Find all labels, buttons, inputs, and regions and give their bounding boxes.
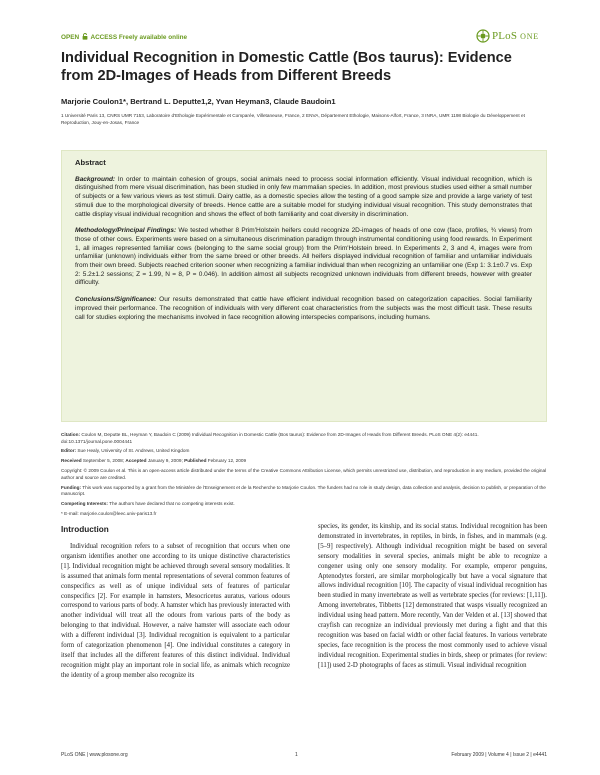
abstract-box [61, 150, 547, 422]
logo-one: ONE [520, 32, 539, 41]
conclusions-text: Our results demonstrated that cattle have efficient individual recognition based on categorization capacities. Social familiarity improved their performance. The recognition of individuals with very different coat characteristics from the subjects was the most difficult task. These results call for studies exploring the mechanisms involved in face recognition allowing interspecies comparisons, including humans. [75, 296, 532, 321]
article-metadata [61, 432, 547, 521]
intro-paragraph-2: species, its gender, its kinship, and its social status. Individual recognition has been demonstrated in invertebrates, in reptiles, in birds, in fishes, and in mammals (e.g. [5–9] respectively). Although individual recognition might be based on several sensory modalities in several species, animals might be able to recognize a congener using only one sensory modality. For example, emperor penguins, Aptenodytes forsteri, are similar morphologically but have a vocal signature that allows individual recognition [10]. The capacity of visual individual recognition has been studied in many invertebrate as well as vertebrate species (for reviews: [1,11]). Among invertebrates, Tibbetts [12] demonstrated that wasps visually recognized an individual using head pattern. More recently, Van der Velden et al. [13] showed that crayfish can recognize an individual previously met during a fight and that this recognition was based on facial width or other facial features. In various vertebrate species, face recognition is the process the most commonly used to achieve visual individual recognition. Experimental studies in birds, sheep or primates (for review: [11]) used 2-D photographs of faces as stimuli. Visual individual recognition [318, 523, 547, 669]
plos-logo-icon [476, 29, 490, 43]
open-lock-icon [82, 33, 88, 40]
open-label: OPEN [61, 34, 80, 41]
copyright: Copyright: © 2009 Coulon et al. This is an open-access article distributed under the terms of the Creative Commons Attribution License, which permits unrestricted use, distribution, and reproduction in any medium, provided the original author and source are credited. [61, 468, 547, 480]
logo-plos: PLoS [491, 30, 518, 42]
conclusions-label: Conclusions/Significance: [75, 296, 157, 304]
logo-text [492, 30, 539, 42]
plos-one-logo [476, 29, 539, 43]
email: * E-mail: marjorie.coulon@leec.univ-paris13.fr [61, 511, 157, 517]
funding: Funding: This work was supported by a grant from the Ministère de l'Enseignement et de la Recherche to Marjorie Coulon. The funders had no role in study design, data collection and analysis, decision to publish, or preparation of the manuscript. [61, 484, 546, 497]
page-number: 1 [295, 752, 298, 758]
background-label: Background: [75, 175, 116, 183]
editor: Editor: Sue Healy, University of St. Andrews, United Kingdom [61, 448, 190, 454]
body-column-right [318, 522, 547, 671]
freely-available: Freely available online [118, 34, 188, 41]
open-access-banner [61, 33, 187, 41]
methods-text: We tested whether 8 Prim'Holstein heifers could recognize 2D-images of heads of one cow (face, profiles, ¾ views) from those of other cows. Experiments were based on a simultaneous discrimination paradigm through instrumental conditioning using food rewards. In Experiment 1, all images represented familiar cows (belonging to the same social group) from the Prim'Holstein breed. In Experiments 2, 3 and 4, images were from unfamiliar (unknown) individuals either from the same breed or other breeds. All heifers displayed individual recognition of familiar and unfamiliar individuals from their own breed. Subjects reached criterion sooner when recognizing a familiar individual than when recognizing an unfamiliar one (Exp 1: 3.1±0.7 vs. Exp 2: 5.2±1.2 sessions; Z = 1.99, N = 8, P = 0.046). In addition almost all subjects recognized unknown individuals from different breeds, however with greater difficulty. [75, 227, 533, 287]
body-column-left [61, 542, 290, 681]
background-text: In order to maintain cohesion of groups, social animals need to process social information efficiently. Visual individual recognition, which is distinguished from mere visual discrimination, has been studied in only few mammalian species. In addition, most previous studies used either a small number of subjects or a few various views as test stimuli. Dairy cattle, as a domestic species allow the testing of a good sample size and provide a large variety of test stimuli due to the morphological diversity of breeds. Hence cattle are a suitable model for studying individual visual recognition. This study demonstrates that cattle display visual individual recognition and shows the effect of both familiarity and coat diversity in discrimination. [75, 175, 532, 218]
abstract-conclusions [75, 296, 532, 322]
page-footer [61, 752, 547, 761]
footer-journal: PLoS ONE | www.plosone.org [61, 752, 128, 758]
competing-interests: Competing Interests: The authors have declared that no competing interests exist. [61, 501, 235, 507]
dates: Received September 5, 2008; Accepted January 9, 2009; Published February 12, 2009 [61, 458, 247, 464]
affiliations: 1 Université Paris 13, CNRS UMR 7153, Laboratoire d'Ethologie Expérimentale et Comparée, Villetaneuse, France, 2 ENVA, Département Ethologie, Maisons-Alfort, France, 3 INRA, UMR 1198 Biologie du Développement et Reproduction, Jouy-en-Josas, France [61, 113, 525, 125]
abstract-background [75, 176, 532, 220]
abstract-heading: Abstract [75, 158, 106, 167]
intro-paragraph-1: Individual recognition refers to a subset of recognition that occurs when one organism identifies another one according to its unique distinctive characteristics [1]. Individual recognition might be achieved through several sensory modalities. It is assumed that animals form mental representations of several common features of conspecifics as well as of unique individual sets of features of particular conspecifics [2]. For example in hamsters, Mesocricetus auratus, various odours correspond to various parts of body. A hamster which has previously interacted with another individual will treat all the odours from various parts of the body as belonging to that individual. However, a naive hamster will associate each odour with a different individual [3]. Individual recognition is equivalent to a particular form of categorization phenomenon [4]. One individual constitutes a category in itself that includes all the different features of this distinct individual. Individual recognition might play an important role in social life, as animals which recognize the identity of a group member also recognize its [61, 543, 290, 679]
introduction-heading: Introduction [61, 525, 109, 534]
access-label: ACCESS [90, 34, 118, 41]
abstract-methods [75, 227, 532, 288]
footer-issue: February 2009 | Volume 4 | Issue 2 | e4441 [451, 752, 547, 758]
article-title: Individual Recognition in Domestic Cattle (Bos taurus): Evidence from 2D-Images of Heads from Different Breeds [61, 50, 512, 84]
top-bar [61, 30, 539, 45]
methods-label: Methodology/Principal Findings: [75, 227, 177, 235]
authors: Marjorie Coulon1*, Bertrand L. Deputte1,2, Yvan Heyman3, Claude Baudoin1 [61, 97, 336, 106]
citation: Citation: Coulon M, Deputte BL, Heyman Y, Baudoin C (2009) Individual Recognition in Domestic Cattle (Bos taurus): Evidence from 2D-Images of Heads from Different Breeds. PLoS ONE 4(2): e4441. doi:10.1371/journal.pone.0004441 [61, 432, 479, 444]
